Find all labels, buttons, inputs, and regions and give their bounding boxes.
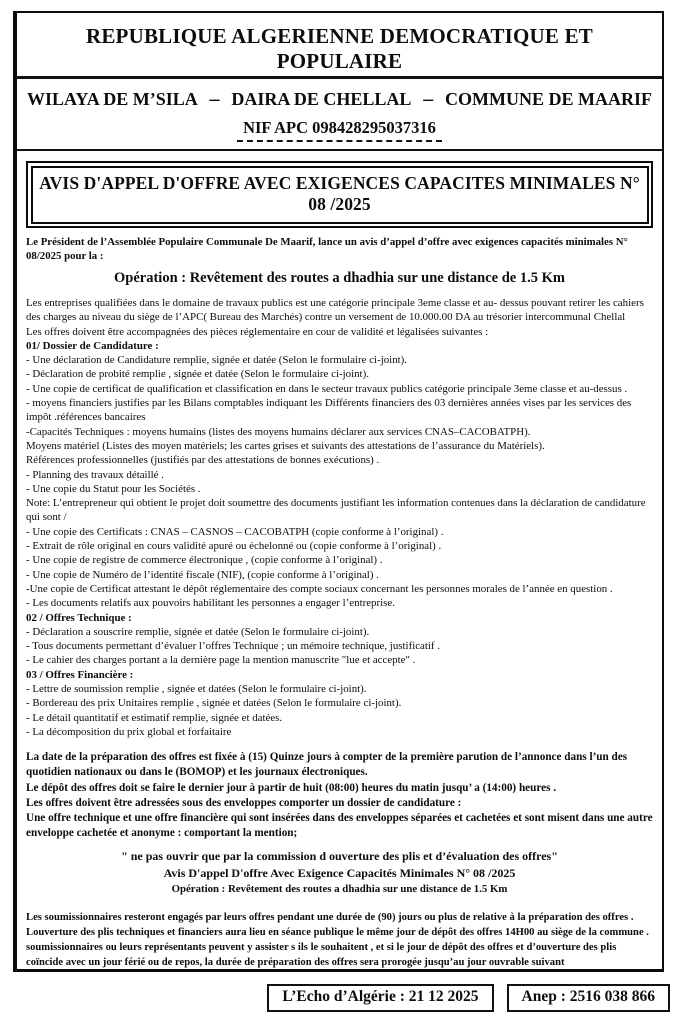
notice-title-box bbox=[26, 161, 653, 228]
body-content bbox=[26, 296, 653, 971]
closing-block bbox=[26, 911, 653, 971]
body-line: - Une copie des Certificats : CNAS – CASNOS – CACOBATPH (copie conforme à l’original) . bbox=[26, 525, 444, 538]
body-line: Les entreprises qualifiées dans le domaine de travaux publics est une catégorie principale 3eme classe et au- dessus pouvant retirer les cahiers des charges au niveau du siège de l’APC( Bureau des Marchés) contre un versement de 10.000.00 DA au trésorier intercommunal Chellal bbox=[26, 297, 644, 324]
body-line: - Bordereau des prix Unitaires remplie , signée et datées (Selon le formulaire ci-joint). bbox=[26, 697, 402, 710]
body-line: Opération : Revêtement des routes a dhadhia sur une distance de 1.5 Km bbox=[171, 883, 508, 896]
body-line: Une offre technique et une offre financière qui sont insérées dans des enveloppes séparées et cachetées et sont misent dans une autre enveloppe cachetée et anonyme : comportant la mention; bbox=[26, 812, 653, 840]
wilaya-label: WILAYA DE M’SILA bbox=[27, 89, 198, 109]
notice-title: AVIS D'APPEL D'OFFRE AVEC EXIGENCES CAPACITES MINIMALES N° 08 /2025 bbox=[31, 166, 649, 224]
body-line: - moyens financiers justifies par les Bilans comptables indiquant les Différents financiers des 03 dernières années vises par les services des impôt .références bancaires bbox=[26, 397, 632, 424]
nif-line bbox=[17, 118, 662, 142]
footer bbox=[267, 984, 670, 1012]
body-line: Les offres doivent être adressées sous des enveloppes comporter un dossier de candidature : bbox=[26, 796, 462, 809]
body-paragraphs bbox=[26, 296, 653, 739]
intro-paragraph: Le Président de l’Assemblée Populaire Communale De Maarif, lance un avis d’appel d’offre avec exigences capacités minimales N° 08/2025 pour la : bbox=[26, 236, 628, 262]
body-line: - La décomposition du prix global et forfaitaire bbox=[26, 725, 232, 738]
body-line: -Une copie de Certificat attestant le dépôt réglementaire des compte sociaux concernant les personnes morales de l’année en question . bbox=[26, 582, 613, 595]
body-line: 01/ Dossier de Candidature : bbox=[26, 339, 159, 352]
body-line: - Déclaration de probité remplie , signée et datée (Selon le formulaire ci-joint). bbox=[26, 368, 369, 381]
body-line: La date de la préparation des offres est fixée à (15) Quinze jours à compter de la première parution de l’annonce dans l’un des quotidien nationaux ou dans le (BOMOP) et les journaux électroniques. bbox=[26, 751, 628, 779]
header-divider bbox=[17, 149, 662, 151]
daira-label: DAIRA DE CHELLAL bbox=[231, 89, 412, 109]
admin-line bbox=[17, 79, 662, 111]
mention-block bbox=[26, 848, 653, 898]
body-line: -Capacités Techniques : moyens humains (listes des moyens humains déclarer aux services CNAS–CACOBATPH). bbox=[26, 425, 531, 438]
body-line: Les offres doivent être accompagnées des pièces réglementaire en cour de validité et légalisées suivantes : bbox=[26, 325, 489, 338]
body-line: - Lettre de soumission remplie , signée et datées (Selon le formulaire ci-joint). bbox=[26, 683, 367, 696]
body-line: Note: L’entrepreneur qui obtient le projet doit soumettre des documents justifiant les information contenues dans la déclaration de candidature qui sont / bbox=[26, 497, 646, 524]
body-line: - Tous documents permettant d’évaluer l’offres Technique ; un mémoire technique, justificatif . bbox=[26, 640, 441, 653]
body-line: Louverture des plis techniques et financiers aura lieu en séance publique le même jour de dépôt des offres 14H00 au siège de la commune . soumissionnaires ou leurs représentants peuvent y assister s ils le souhaitent , et si le jour de dépôt des offres et d’ouverture des plis coïncide avec un jour férié ou de repos, la durée de préparation des offres sera prorogée jusqu’au jour ouvrable suivant bbox=[26, 926, 649, 968]
dash-separator: – bbox=[209, 88, 220, 110]
journal-reference-box: L’Echo d’Algérie : 21 12 2025 bbox=[267, 984, 493, 1012]
body-line: - Une copie de certificat de qualification et classification en dans le secteur travaux publics catégorie principale 3eme classe et au-dessus . bbox=[26, 382, 628, 395]
nif-number: NIF APC 098428295037316 bbox=[237, 118, 442, 142]
republic-title: REPUBLIQUE ALGERIENNE DEMOCRATIQUE ET POPULAIRE bbox=[17, 24, 662, 79]
body-line: - Une copie de Numéro de l’identité fiscale (NIF), (copie conforme à l’original) . bbox=[26, 568, 379, 581]
body-line: Avis D'appel D'offre Avec Exigence Capacités Minimales N° 08 /2025 bbox=[163, 865, 516, 880]
body-line: - Déclaration a souscrire remplie, signée et datée (Selon le formulaire ci-joint). bbox=[26, 625, 370, 638]
body-line: - Le cahier des charges portant a la dernière page la mention manuscrite "lue et accepte" . bbox=[26, 654, 416, 667]
operation-title: Opération : Revêtement des routes a dhadhia sur une distance de 1.5 Km bbox=[114, 270, 565, 286]
body-line: - Les documents relatifs aux pouvoirs habilitant les personnes a engager l’entreprise. bbox=[26, 597, 395, 610]
dash-separator: – bbox=[423, 88, 434, 110]
body-line: - Le détail quantitatif et estimatif remplie, signée et datées. bbox=[26, 711, 283, 724]
body-line: Moyens matériel (Listes des moyen matériels; les cartes grises et suivants des attestations de l’assurance du Matériels). bbox=[26, 439, 545, 452]
body-line: - Une déclaration de Candidature remplie, signée et datée (Selon le formulaire ci-joint). bbox=[26, 354, 408, 367]
document-frame bbox=[13, 11, 664, 972]
body-line: 02 / Offres Technique : bbox=[26, 611, 132, 624]
body-line: 03 / Offres Financière : bbox=[26, 668, 134, 681]
header bbox=[17, 24, 662, 79]
body-line: Références professionnelles (justifiés par des attestations de bonnes exécutions) . bbox=[26, 454, 380, 467]
body-line: " ne pas ouvrir que par la commission d ouverture des plis et d’évaluation des offres" bbox=[121, 849, 558, 864]
deadline-block bbox=[26, 750, 653, 841]
body-line: - Extrait de rôle original en cours validité apuré ou échelonné ou (copie conforme à l’original) . bbox=[26, 540, 442, 553]
commune-label: COMMUNE DE MAARIF bbox=[445, 89, 652, 109]
body-line: Les soumissionnaires resteront engagés par leurs offres pendant une durée de (90) jours ou plus de relative à la préparation des offres . bbox=[26, 911, 634, 923]
body-line: - Planning des travaux détaillé . bbox=[26, 468, 164, 481]
body-line: - Une copie de registre de commerce électronique , (copie conforme à l’original) . bbox=[26, 554, 383, 567]
body-line: Le dépôt des offres doit se faire le dernier jour à partir de huit (08:00) heures du matin jusqu’ a (14:00) heures . bbox=[26, 781, 557, 794]
anep-reference-box: Anep : 2516 038 866 bbox=[507, 984, 670, 1012]
body-line: - Une copie du Statut pour les Sociétés . bbox=[26, 482, 201, 495]
